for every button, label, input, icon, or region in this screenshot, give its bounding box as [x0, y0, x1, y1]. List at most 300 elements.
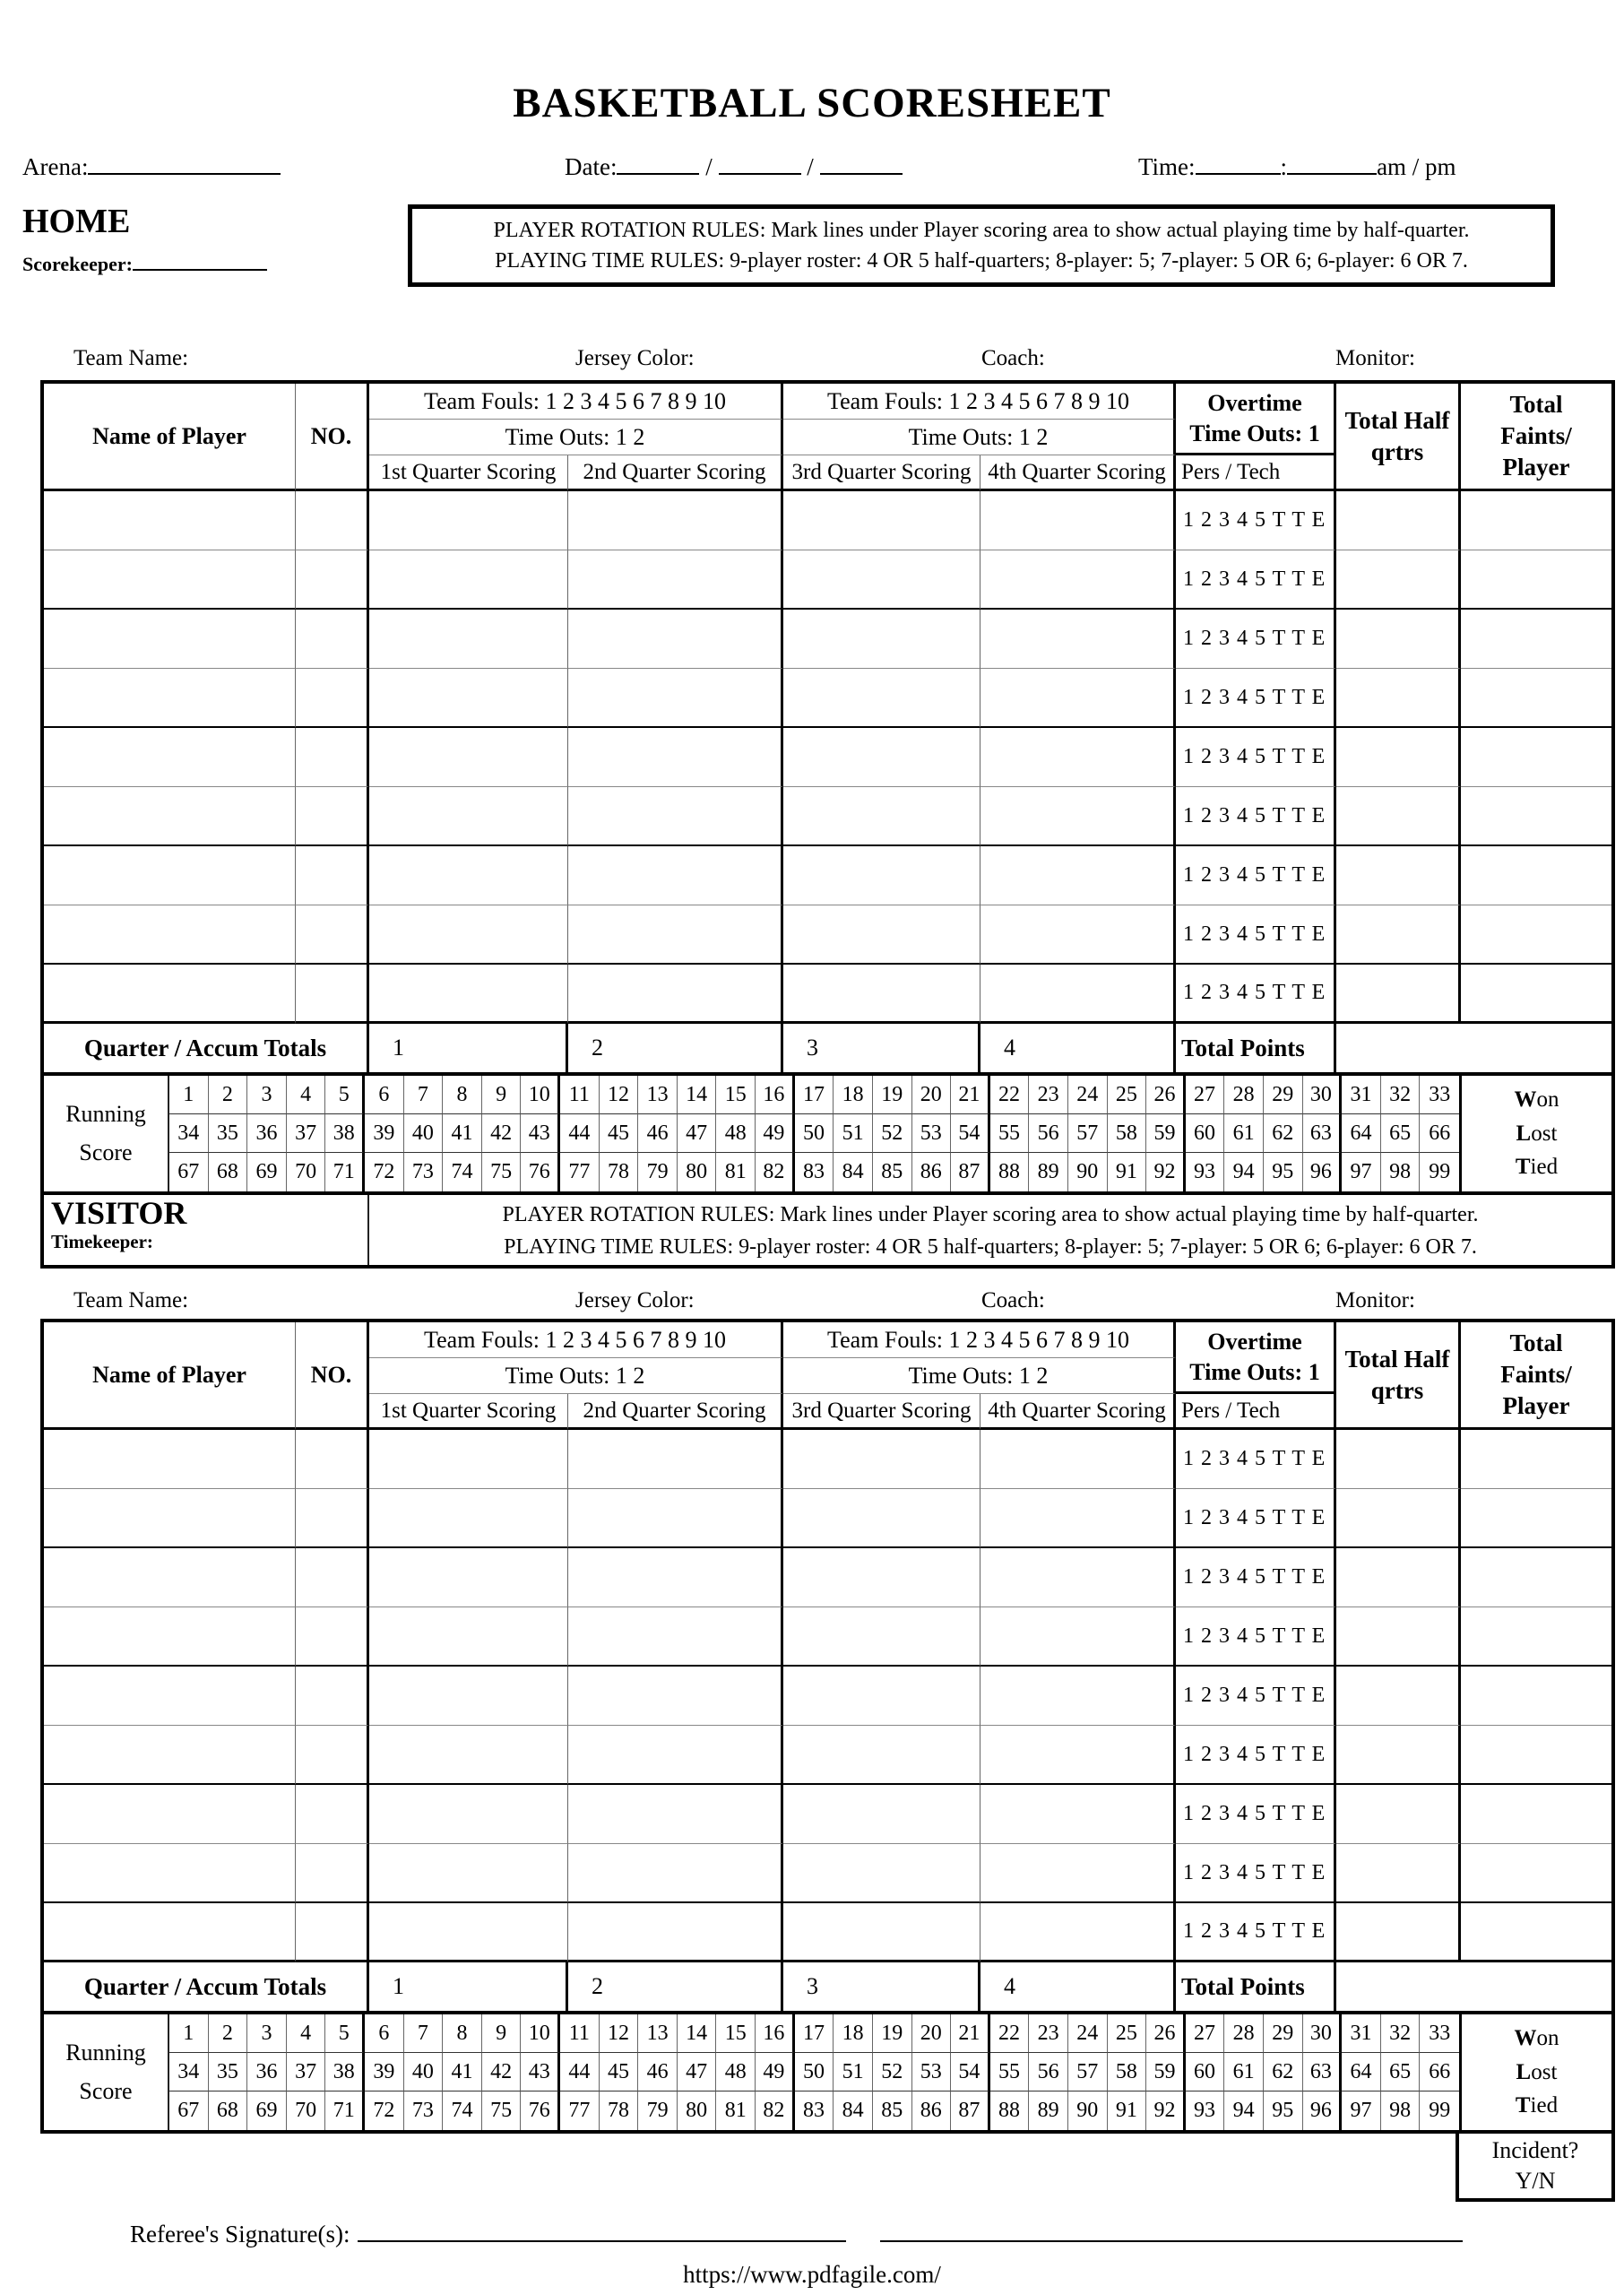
- q3-scoring-cell[interactable]: [783, 1726, 980, 1785]
- player-name-cell[interactable]: [44, 1844, 296, 1903]
- total-faints-cell[interactable]: [1461, 550, 1611, 610]
- total-faints-cell[interactable]: [1461, 1667, 1611, 1726]
- running-score-cell-72[interactable]: 72: [365, 2091, 404, 2130]
- q2-scoring-cell[interactable]: [568, 669, 783, 728]
- q2-scoring-cell[interactable]: [568, 1903, 783, 1962]
- running-score-cell-99[interactable]: 99: [1429, 2099, 1451, 2123]
- q3-scoring-cell[interactable]: [783, 1844, 980, 1903]
- total-half-qtrs-cell[interactable]: [1336, 1785, 1461, 1844]
- lost-label[interactable]: Lost: [1516, 2059, 1558, 2084]
- q1-scoring-cell[interactable]: [369, 669, 568, 728]
- running-score-cell-2[interactable]: 2: [209, 1076, 248, 1114]
- running-score-cell-31[interactable]: 31: [1342, 2014, 1381, 2053]
- running-score-cell-62[interactable]: 62: [1264, 2053, 1303, 2091]
- q3-scoring-cell[interactable]: [783, 1785, 980, 1844]
- running-score-cell-60[interactable]: 60: [1186, 1114, 1225, 1153]
- running-score-cell-97[interactable]: 97: [1342, 1153, 1381, 1191]
- player-no-cell[interactable]: [296, 846, 369, 905]
- running-score-cell-25[interactable]: 25: [1108, 1076, 1147, 1114]
- running-score-cell-98[interactable]: 98: [1381, 2091, 1421, 2130]
- q2-scoring-cell[interactable]: [568, 610, 783, 669]
- running-score-cell-49[interactable]: 49: [756, 1114, 795, 1153]
- incident-box[interactable]: [1456, 2130, 1615, 2202]
- running-score-cell-84[interactable]: 84: [834, 2091, 873, 2130]
- running-score-cell-12[interactable]: 12: [600, 1076, 639, 1114]
- quarter-1-total-cell[interactable]: 1: [369, 1962, 568, 2011]
- running-score-cell-34[interactable]: 34: [169, 2053, 209, 2091]
- running-score-cell-38[interactable]: 38: [325, 1114, 365, 1153]
- q4-scoring-cell[interactable]: [980, 1430, 1176, 1489]
- running-score-cell-78[interactable]: 78: [600, 2091, 639, 2130]
- running-score-cell-10[interactable]: 10: [521, 1076, 560, 1114]
- referee-signature-line-2[interactable]: [880, 2216, 1463, 2242]
- running-score-cell-91[interactable]: 91: [1108, 2091, 1147, 2130]
- running-score-cell-4[interactable]: 4: [287, 1076, 326, 1114]
- q3-scoring-cell[interactable]: [783, 669, 980, 728]
- q3-scoring-cell[interactable]: [783, 1430, 980, 1489]
- running-score-cell-92[interactable]: 92: [1146, 2091, 1186, 2130]
- running-score-cell-85[interactable]: 85: [873, 2091, 912, 2130]
- player-name-cell[interactable]: [44, 728, 296, 787]
- total-faints-cell[interactable]: [1461, 965, 1611, 1024]
- running-score-cell-20[interactable]: 20: [912, 1076, 952, 1114]
- total-half-qtrs-cell[interactable]: [1336, 787, 1461, 846]
- total-half-qtrs-cell[interactable]: [1336, 1667, 1461, 1726]
- running-score-cell-9[interactable]: 9: [482, 1076, 522, 1114]
- running-score-cell-24[interactable]: 24: [1068, 1076, 1108, 1114]
- running-score-cell-8[interactable]: 8: [443, 1076, 482, 1114]
- running-score-cell-18[interactable]: 18: [834, 1076, 873, 1114]
- running-score-cell-94[interactable]: 94: [1224, 1153, 1264, 1191]
- q1-scoring-cell[interactable]: [369, 550, 568, 610]
- q2-scoring-cell[interactable]: [568, 905, 783, 965]
- running-score-cell-45[interactable]: 45: [600, 2053, 639, 2091]
- running-score-cell-69[interactable]: 69: [247, 2091, 287, 2130]
- player-name-cell[interactable]: [44, 965, 296, 1024]
- running-score-cell-64[interactable]: 64: [1342, 2053, 1381, 2091]
- running-score-cell-42[interactable]: 42: [482, 2053, 522, 2091]
- running-score-cell-47[interactable]: 47: [678, 1114, 717, 1153]
- running-score-cell-6[interactable]: 6: [365, 2014, 404, 2053]
- running-score-cell-66[interactable]: 66: [1420, 2053, 1459, 2091]
- player-name-cell[interactable]: [44, 550, 296, 610]
- running-score-cell-79[interactable]: 79: [638, 1153, 678, 1191]
- running-score-cell-93[interactable]: 93: [1186, 2091, 1225, 2130]
- running-score-cell-7[interactable]: 7: [404, 1076, 444, 1114]
- running-score-cell-25[interactable]: 25: [1108, 2014, 1147, 2053]
- total-faints-cell[interactable]: [1461, 1844, 1611, 1903]
- running-score-cell-68[interactable]: 68: [209, 1153, 248, 1191]
- running-score-cell-28[interactable]: 28: [1224, 1076, 1264, 1114]
- running-score-cell-30[interactable]: 30: [1303, 2014, 1343, 2053]
- q2-scoring-cell[interactable]: [568, 1844, 783, 1903]
- running-score-cell-73[interactable]: 73: [404, 1153, 444, 1191]
- total-half-qtrs-cell[interactable]: [1336, 1726, 1461, 1785]
- q4-scoring-cell[interactable]: [980, 1903, 1176, 1962]
- total-half-qtrs-cell[interactable]: [1336, 1430, 1461, 1489]
- tied-label[interactable]: Tied: [1515, 2093, 1559, 2118]
- running-score-cell-13[interactable]: 13: [638, 2014, 678, 2053]
- total-points-value-cell[interactable]: [1336, 1024, 1611, 1072]
- running-score-cell-31[interactable]: 31: [1342, 1076, 1381, 1114]
- running-score-cell-18[interactable]: 18: [834, 2014, 873, 2053]
- q1-scoring-cell[interactable]: [369, 1844, 568, 1903]
- player-name-cell[interactable]: [44, 905, 296, 965]
- running-score-cell-92[interactable]: 92: [1146, 1153, 1186, 1191]
- running-score-cell-15[interactable]: 15: [716, 1076, 756, 1114]
- q1-scoring-cell[interactable]: [369, 1726, 568, 1785]
- quarter-3-total-cell[interactable]: 3: [783, 1962, 980, 2011]
- running-score-cell-88[interactable]: 88: [990, 1153, 1030, 1191]
- running-score-cell-58[interactable]: 58: [1108, 2053, 1147, 2091]
- running-score-cell-79[interactable]: 79: [638, 2091, 678, 2130]
- q1-scoring-cell[interactable]: [369, 846, 568, 905]
- running-score-cell-23[interactable]: 23: [1029, 1076, 1068, 1114]
- running-score-cell-23[interactable]: 23: [1029, 2014, 1068, 2053]
- q3-scoring-cell[interactable]: [783, 846, 980, 905]
- quarter-3-total-cell[interactable]: 3: [783, 1024, 980, 1072]
- q2-scoring-cell[interactable]: [568, 1726, 783, 1785]
- running-score-cell-37[interactable]: 37: [287, 2053, 326, 2091]
- q4-scoring-cell[interactable]: [980, 1548, 1176, 1607]
- q4-scoring-cell[interactable]: [980, 669, 1176, 728]
- q1-scoring-cell[interactable]: [369, 1903, 568, 1962]
- running-score-cell-73[interactable]: 73: [404, 2091, 444, 2130]
- running-score-cell-88[interactable]: 88: [990, 2091, 1030, 2130]
- running-score-cell-77[interactable]: 77: [560, 1153, 600, 1191]
- player-name-cell[interactable]: [44, 1430, 296, 1489]
- running-score-cell-57[interactable]: 57: [1068, 2053, 1108, 2091]
- total-faints-cell[interactable]: [1461, 610, 1611, 669]
- running-score-cell-63[interactable]: 63: [1303, 2053, 1343, 2091]
- player-name-cell[interactable]: [44, 1726, 296, 1785]
- running-score-cell-70[interactable]: 70: [287, 2091, 326, 2130]
- running-score-cell-19[interactable]: 19: [873, 2014, 912, 2053]
- player-no-cell[interactable]: [296, 1903, 369, 1962]
- running-score-cell-39[interactable]: 39: [365, 2053, 404, 2091]
- player-no-cell[interactable]: [296, 728, 369, 787]
- running-score-cell-34[interactable]: 34: [169, 1114, 209, 1153]
- running-score-cell-53[interactable]: 53: [912, 2053, 952, 2091]
- total-faints-cell[interactable]: [1461, 1489, 1611, 1548]
- running-score-cell-16[interactable]: 16: [756, 2014, 795, 2053]
- running-score-cell-64[interactable]: 64: [1342, 1114, 1381, 1153]
- running-score-cell-42[interactable]: 42: [482, 1114, 522, 1153]
- running-score-cell-98[interactable]: 98: [1381, 1153, 1421, 1191]
- running-score-cell-29[interactable]: 29: [1264, 2014, 1303, 2053]
- won-lost-tied-box[interactable]: [1459, 1076, 1611, 1191]
- running-score-cell-48[interactable]: 48: [716, 1114, 756, 1153]
- running-score-cell-75[interactable]: 75: [482, 1153, 522, 1191]
- q1-scoring-cell[interactable]: [369, 728, 568, 787]
- running-score-cell-68[interactable]: 68: [209, 2091, 248, 2130]
- q2-scoring-cell[interactable]: [568, 787, 783, 846]
- running-score-cell-51[interactable]: 51: [834, 2053, 873, 2091]
- running-score-cell-21[interactable]: 21: [951, 1076, 990, 1114]
- player-name-cell[interactable]: [44, 1489, 296, 1548]
- player-no-cell[interactable]: [296, 491, 369, 550]
- player-name-cell[interactable]: [44, 787, 296, 846]
- running-score-cell-40[interactable]: 40: [404, 2053, 444, 2091]
- running-score-cell-65[interactable]: 65: [1381, 1114, 1421, 1153]
- q3-scoring-cell[interactable]: [783, 491, 980, 550]
- running-score-cell-14[interactable]: 14: [678, 2014, 717, 2053]
- running-score-cell-60[interactable]: 60: [1186, 2053, 1225, 2091]
- running-score-cell-99[interactable]: 99: [1429, 1160, 1451, 1184]
- q1-scoring-cell[interactable]: [369, 491, 568, 550]
- running-score-cell-59[interactable]: 59: [1146, 1114, 1186, 1153]
- incident-yn[interactable]: Y/N: [1515, 2167, 1556, 2194]
- q1-scoring-cell[interactable]: [369, 1489, 568, 1548]
- running-score-cell-50[interactable]: 50: [795, 2053, 834, 2091]
- total-half-qtrs-cell[interactable]: [1336, 1903, 1461, 1962]
- q4-scoring-cell[interactable]: [980, 1607, 1176, 1667]
- running-score-cell-36[interactable]: 36: [247, 2053, 287, 2091]
- q3-scoring-cell[interactable]: [783, 1667, 980, 1726]
- q4-scoring-cell[interactable]: [980, 905, 1176, 965]
- arena-input-line[interactable]: [88, 149, 281, 175]
- player-name-cell[interactable]: [44, 1903, 296, 1962]
- player-no-cell[interactable]: [296, 1548, 369, 1607]
- q3-scoring-cell[interactable]: [783, 1489, 980, 1548]
- running-score-cell-46[interactable]: 46: [638, 2053, 678, 2091]
- running-score-cell-43[interactable]: 43: [521, 1114, 560, 1153]
- running-score-cell-71[interactable]: 71: [325, 1153, 365, 1191]
- running-score-cell-5[interactable]: 5: [325, 2014, 365, 2053]
- running-score-cell-24[interactable]: 24: [1068, 2014, 1108, 2053]
- running-score-cell-26[interactable]: 26: [1146, 1076, 1186, 1114]
- total-faints-cell[interactable]: [1461, 1785, 1611, 1844]
- running-score-cell-67[interactable]: 67: [169, 1153, 209, 1191]
- total-half-qtrs-cell[interactable]: [1336, 728, 1461, 787]
- q1-scoring-cell[interactable]: [369, 787, 568, 846]
- running-score-cell-33[interactable]: 33: [1420, 2014, 1459, 2053]
- total-half-qtrs-cell[interactable]: [1336, 610, 1461, 669]
- q2-scoring-cell[interactable]: [568, 846, 783, 905]
- running-score-cell-87[interactable]: 87: [951, 2091, 990, 2130]
- running-score-cell-97[interactable]: 97: [1342, 2091, 1381, 2130]
- running-score-cell-49[interactable]: 49: [756, 2053, 795, 2091]
- running-score-cell-44[interactable]: 44: [560, 2053, 600, 2091]
- player-name-cell[interactable]: [44, 491, 296, 550]
- q4-scoring-cell[interactable]: [980, 1844, 1176, 1903]
- date-month-line[interactable]: [617, 149, 699, 175]
- running-score-cell-82[interactable]: 82: [756, 1153, 795, 1191]
- q4-scoring-cell[interactable]: [980, 1785, 1176, 1844]
- player-no-cell[interactable]: [296, 965, 369, 1024]
- running-score-cell-38[interactable]: 38: [325, 2053, 365, 2091]
- won-label[interactable]: Won: [1514, 2026, 1559, 2051]
- running-score-cell-85[interactable]: 85: [873, 1153, 912, 1191]
- q3-scoring-cell[interactable]: [783, 1903, 980, 1962]
- q1-scoring-cell[interactable]: [369, 610, 568, 669]
- running-score-cell-96[interactable]: 96: [1303, 2091, 1343, 2130]
- q1-scoring-cell[interactable]: [369, 1548, 568, 1607]
- running-score-cell-86[interactable]: 86: [912, 2091, 952, 2130]
- running-score-cell-76[interactable]: 76: [521, 2091, 560, 2130]
- q4-scoring-cell[interactable]: [980, 610, 1176, 669]
- running-score-cell-10[interactable]: 10: [521, 2014, 560, 2053]
- running-score-cell-81[interactable]: 81: [716, 2091, 756, 2130]
- running-score-cell-17[interactable]: 17: [795, 2014, 834, 2053]
- total-half-qtrs-cell[interactable]: [1336, 669, 1461, 728]
- q1-scoring-cell[interactable]: [369, 965, 568, 1024]
- q1-scoring-cell[interactable]: [369, 1667, 568, 1726]
- player-name-cell[interactable]: [44, 846, 296, 905]
- running-score-cell-43[interactable]: 43: [521, 2053, 560, 2091]
- running-score-cell-16[interactable]: 16: [756, 1076, 795, 1114]
- total-half-qtrs-cell[interactable]: [1336, 550, 1461, 610]
- total-faints-cell[interactable]: [1461, 1548, 1611, 1607]
- running-score-cell-22[interactable]: 22: [990, 2014, 1030, 2053]
- quarter-1-total-cell[interactable]: 1: [369, 1024, 568, 1072]
- q4-scoring-cell[interactable]: [980, 728, 1176, 787]
- running-score-cell-7[interactable]: 7: [404, 2014, 444, 2053]
- running-score-cell-82[interactable]: 82: [756, 2091, 795, 2130]
- q3-scoring-cell[interactable]: [783, 610, 980, 669]
- running-score-cell-95[interactable]: 95: [1264, 2091, 1303, 2130]
- running-score-cell-9[interactable]: 9: [482, 2014, 522, 2053]
- total-faints-cell[interactable]: [1461, 1903, 1611, 1962]
- running-score-cell-26[interactable]: 26: [1146, 2014, 1186, 2053]
- running-score-cell-45[interactable]: 45: [600, 1114, 639, 1153]
- running-score-cell-95[interactable]: 95: [1264, 1153, 1303, 1191]
- q2-scoring-cell[interactable]: [568, 1548, 783, 1607]
- running-score-cell-61[interactable]: 61: [1224, 1114, 1264, 1153]
- q4-scoring-cell[interactable]: [980, 550, 1176, 610]
- running-score-cell-52[interactable]: 52: [873, 2053, 912, 2091]
- running-score-cell-58[interactable]: 58: [1108, 1114, 1147, 1153]
- running-score-cell-77[interactable]: 77: [560, 2091, 600, 2130]
- quarter-2-total-cell[interactable]: 2: [568, 1024, 783, 1072]
- running-score-cell-46[interactable]: 46: [638, 1114, 678, 1153]
- running-score-cell-27[interactable]: 27: [1186, 1076, 1225, 1114]
- lost-label[interactable]: Lost: [1516, 1121, 1558, 1146]
- running-score-cell-1[interactable]: 1: [169, 2014, 209, 2053]
- q3-scoring-cell[interactable]: [783, 1548, 980, 1607]
- running-score-cell-4[interactable]: 4: [287, 2014, 326, 2053]
- tied-label[interactable]: Tied: [1515, 1155, 1559, 1180]
- running-score-cell-3[interactable]: 3: [247, 2014, 287, 2053]
- q4-scoring-cell[interactable]: [980, 1489, 1176, 1548]
- running-score-cell-17[interactable]: 17: [795, 1076, 834, 1114]
- running-score-cell-50[interactable]: 50: [795, 1114, 834, 1153]
- running-score-cell-67[interactable]: 67: [169, 2091, 209, 2130]
- running-score-cell-28[interactable]: 28: [1224, 2014, 1264, 2053]
- running-score-cell-89[interactable]: 89: [1029, 1153, 1068, 1191]
- running-score-cell-70[interactable]: 70: [287, 1153, 326, 1191]
- total-half-qtrs-cell[interactable]: [1336, 1548, 1461, 1607]
- player-no-cell[interactable]: [296, 1667, 369, 1726]
- running-score-cell-44[interactable]: 44: [560, 1114, 600, 1153]
- total-faints-cell[interactable]: [1461, 787, 1611, 846]
- player-name-cell[interactable]: [44, 669, 296, 728]
- running-score-cell-21[interactable]: 21: [951, 2014, 990, 2053]
- total-faints-cell[interactable]: [1461, 1430, 1611, 1489]
- won-label[interactable]: Won: [1514, 1087, 1559, 1113]
- running-score-cell-55[interactable]: 55: [990, 2053, 1030, 2091]
- running-score-cell-37[interactable]: 37: [287, 1114, 326, 1153]
- player-no-cell[interactable]: [296, 1726, 369, 1785]
- running-score-cell-63[interactable]: 63: [1303, 1114, 1343, 1153]
- running-score-cell-74[interactable]: 74: [443, 1153, 482, 1191]
- q3-scoring-cell[interactable]: [783, 905, 980, 965]
- total-faints-cell[interactable]: [1461, 1726, 1611, 1785]
- player-no-cell[interactable]: [296, 1844, 369, 1903]
- player-name-cell[interactable]: [44, 1785, 296, 1844]
- running-score-cell-54[interactable]: 54: [951, 1114, 990, 1153]
- running-score-cell-20[interactable]: 20: [912, 2014, 952, 2053]
- total-half-qtrs-cell[interactable]: [1336, 1489, 1461, 1548]
- running-score-cell-32[interactable]: 32: [1381, 2014, 1421, 2053]
- date-day-line[interactable]: [719, 149, 801, 175]
- running-score-cell-29[interactable]: 29: [1264, 1076, 1303, 1114]
- running-score-cell-83[interactable]: 83: [795, 1153, 834, 1191]
- running-score-cell-36[interactable]: 36: [247, 1114, 287, 1153]
- running-score-cell-62[interactable]: 62: [1264, 1114, 1303, 1153]
- q2-scoring-cell[interactable]: [568, 1607, 783, 1667]
- running-score-cell-11[interactable]: 11: [560, 2014, 600, 2053]
- running-score-cell-71[interactable]: 71: [325, 2091, 365, 2130]
- total-half-qtrs-cell[interactable]: [1336, 965, 1461, 1024]
- running-score-cell-91[interactable]: 91: [1108, 1153, 1147, 1191]
- q2-scoring-cell[interactable]: [568, 965, 783, 1024]
- running-score-cell-65[interactable]: 65: [1381, 2053, 1421, 2091]
- running-score-cell-33[interactable]: 33: [1420, 1076, 1459, 1114]
- player-no-cell[interactable]: [296, 1489, 369, 1548]
- running-score-cell-30[interactable]: 30: [1303, 1076, 1343, 1114]
- running-score-cell-74[interactable]: 74: [443, 2091, 482, 2130]
- q4-scoring-cell[interactable]: [980, 846, 1176, 905]
- player-name-cell[interactable]: [44, 1607, 296, 1667]
- running-score-cell-47[interactable]: 47: [678, 2053, 717, 2091]
- q4-scoring-cell[interactable]: [980, 1667, 1176, 1726]
- q1-scoring-cell[interactable]: [369, 1607, 568, 1667]
- running-score-cell-57[interactable]: 57: [1068, 1114, 1108, 1153]
- q3-scoring-cell[interactable]: [783, 787, 980, 846]
- q2-scoring-cell[interactable]: [568, 728, 783, 787]
- total-faints-cell[interactable]: [1461, 669, 1611, 728]
- running-score-cell-59[interactable]: 59: [1146, 2053, 1186, 2091]
- q3-scoring-cell[interactable]: [783, 965, 980, 1024]
- running-score-cell-89[interactable]: 89: [1029, 2091, 1068, 2130]
- running-score-cell-56[interactable]: 56: [1029, 1114, 1068, 1153]
- q2-scoring-cell[interactable]: [568, 1667, 783, 1726]
- q4-scoring-cell[interactable]: [980, 491, 1176, 550]
- player-name-cell[interactable]: [44, 1548, 296, 1607]
- referee-signature-line-1[interactable]: [358, 2216, 846, 2242]
- running-score-cell-2[interactable]: 2: [209, 2014, 248, 2053]
- running-score-cell-66[interactable]: 66: [1420, 1114, 1459, 1153]
- total-faints-cell[interactable]: [1461, 905, 1611, 965]
- player-no-cell[interactable]: [296, 787, 369, 846]
- running-score-cell-75[interactable]: 75: [482, 2091, 522, 2130]
- running-score-cell-90[interactable]: 90: [1068, 2091, 1108, 2130]
- q2-scoring-cell[interactable]: [568, 491, 783, 550]
- running-score-cell-61[interactable]: 61: [1224, 2053, 1264, 2091]
- q3-scoring-cell[interactable]: [783, 1607, 980, 1667]
- running-score-cell-19[interactable]: 19: [873, 1076, 912, 1114]
- date-year-line[interactable]: [820, 149, 903, 175]
- running-score-cell-12[interactable]: 12: [600, 2014, 639, 2053]
- running-score-cell-40[interactable]: 40: [404, 1114, 444, 1153]
- player-name-cell[interactable]: [44, 610, 296, 669]
- running-score-cell-51[interactable]: 51: [834, 1114, 873, 1153]
- total-half-qtrs-cell[interactable]: [1336, 846, 1461, 905]
- quarter-2-total-cell[interactable]: 2: [568, 1962, 783, 2011]
- total-half-qtrs-cell[interactable]: [1336, 905, 1461, 965]
- running-score-cell-96[interactable]: 96: [1303, 1153, 1343, 1191]
